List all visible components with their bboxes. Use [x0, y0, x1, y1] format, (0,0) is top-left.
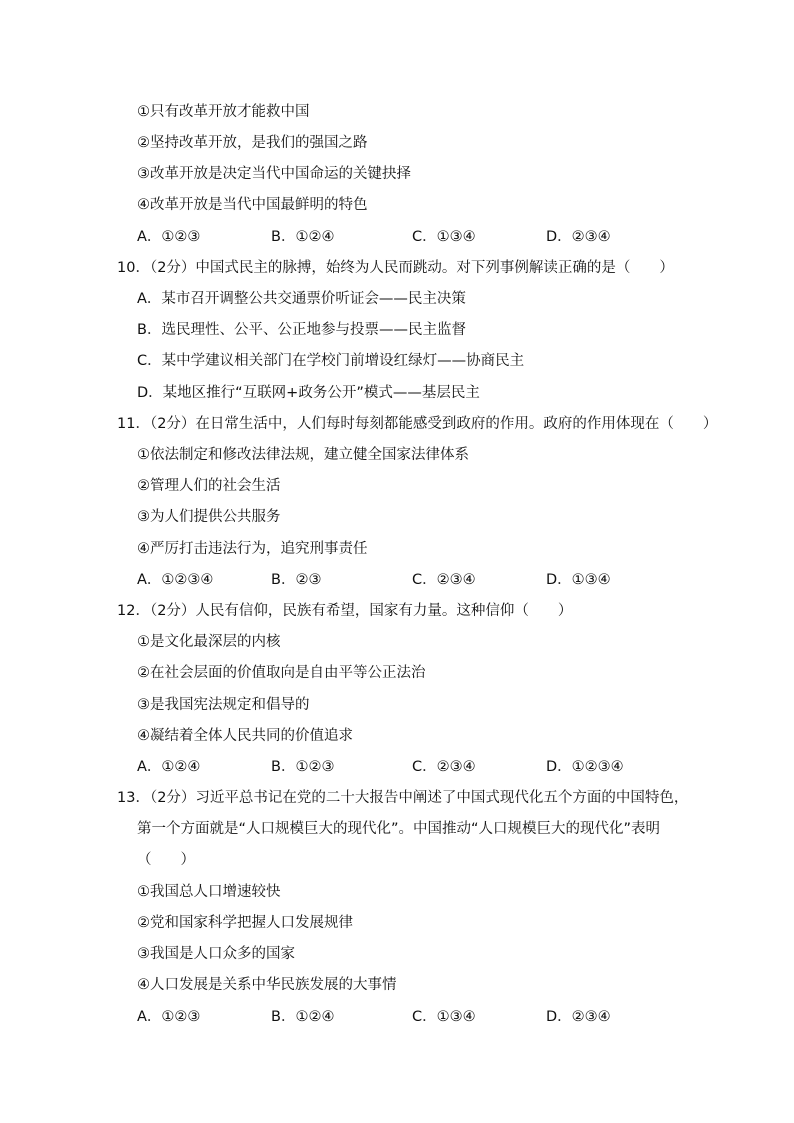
- q11-choice-a[interactable]: A．①②③④: [137, 572, 214, 588]
- q13-statement-2: ②党和国家科学把握人口发展规律: [137, 915, 353, 931]
- question-13-stem-line-2: 第一个方面就是“人口规模巨大的现代化”。中国推动“人口规模巨大的现代化”表明: [137, 821, 661, 837]
- question-12-stem: 12．（2分）人民有信仰，民族有希望，国家有力量。这种信仰（ ）: [117, 603, 573, 619]
- statement-2: ②坚持改革开放，是我们的强国之路: [137, 135, 368, 151]
- q13-choice-c[interactable]: C．①③④: [412, 1009, 476, 1025]
- choice-a[interactable]: A．①②③: [137, 229, 201, 245]
- q10-option-a[interactable]: A．某市召开调整公共交通票价听证会——民主决策: [137, 291, 466, 307]
- q11-statement-1: ①依法制定和修改法律法规，建立健全国家法律体系: [137, 447, 469, 463]
- q12-statement-4: ④凝结着全体人民共同的价值追求: [137, 728, 353, 744]
- q12-choice-b[interactable]: B．①②③: [271, 759, 335, 775]
- q10-option-d[interactable]: D．某地区推行“互联网+政务公开”模式——基层民主: [137, 385, 480, 401]
- q13-choice-d[interactable]: D．②③④: [546, 1009, 611, 1025]
- q12-statement-3: ③是我国宪法规定和倡导的: [137, 697, 310, 713]
- q13-statement-4: ④人口发展是关系中华民族发展的大事情: [137, 977, 397, 993]
- q13-answer-choices: [137, 1007, 637, 1027]
- question-11-stem: 11．（2分）在日常生活中，人们每时每刻都能感受到政府的作用。政府的作用体现在（ ）: [117, 416, 718, 432]
- q10-option-b[interactable]: B．选民理性、公平、公正地参与投票——民主监督: [137, 322, 466, 338]
- q11-choice-c[interactable]: C．②③④: [412, 572, 476, 588]
- choice-d[interactable]: D．②③④: [546, 229, 611, 245]
- q13-choice-b[interactable]: B．①②④: [271, 1009, 335, 1025]
- q12-choice-a[interactable]: A．①②④: [137, 759, 201, 775]
- q11-choice-d[interactable]: D．①③④: [546, 572, 611, 588]
- statement-1: ①只有改革开放才能救中国: [137, 104, 310, 120]
- q12-statement-1: ①是文化最深层的内核: [137, 634, 281, 650]
- q12-choice-d[interactable]: D．①②③④: [546, 759, 624, 775]
- q11-choice-b[interactable]: B．②③: [271, 572, 322, 588]
- q12-answer-choices: [137, 757, 637, 777]
- q12-choice-c[interactable]: C．②③④: [412, 759, 476, 775]
- q11-statement-2: ②管理人们的社会生活: [137, 478, 281, 494]
- q11-statement-3: ③为人们提供公共服务: [137, 509, 281, 525]
- answer-choices: [137, 227, 637, 247]
- q11-statement-4: ④严厉打击违法行为，追究刑事责任: [137, 541, 368, 557]
- question-10-stem: 10．（2分）中国式民主的脉搏，始终为人民而跳动。对下列事例解读正确的是（ ）: [117, 260, 674, 276]
- q12-statement-2: ②在社会层面的价值取向是自由平等公正法治: [137, 665, 426, 681]
- statement-4: ④改革开放是当代中国最鲜明的特色: [137, 197, 368, 213]
- q10-option-c[interactable]: C．某中学建议相关部门在学校门前增设红绿灯——协商民主: [137, 353, 525, 369]
- q11-answer-choices: [137, 570, 637, 590]
- q13-statement-3: ③我国是人口众多的国家: [137, 946, 295, 962]
- q13-choice-a[interactable]: A．①②③: [137, 1009, 201, 1025]
- choice-c[interactable]: C．①③④: [412, 229, 476, 245]
- question-13-stem-line-1: 13．（2分）习近平总书记在党的二十大报告中阐述了中国式现代化五个方面的中国特色，: [117, 790, 689, 806]
- statement-3: ③改革开放是决定当代中国命运的关键抉择: [137, 166, 411, 182]
- question-13-stem-line-3: （ ）: [137, 852, 195, 868]
- q13-statement-1: ①我国总人口增速较快: [137, 884, 281, 900]
- choice-b[interactable]: B．①②④: [271, 229, 335, 245]
